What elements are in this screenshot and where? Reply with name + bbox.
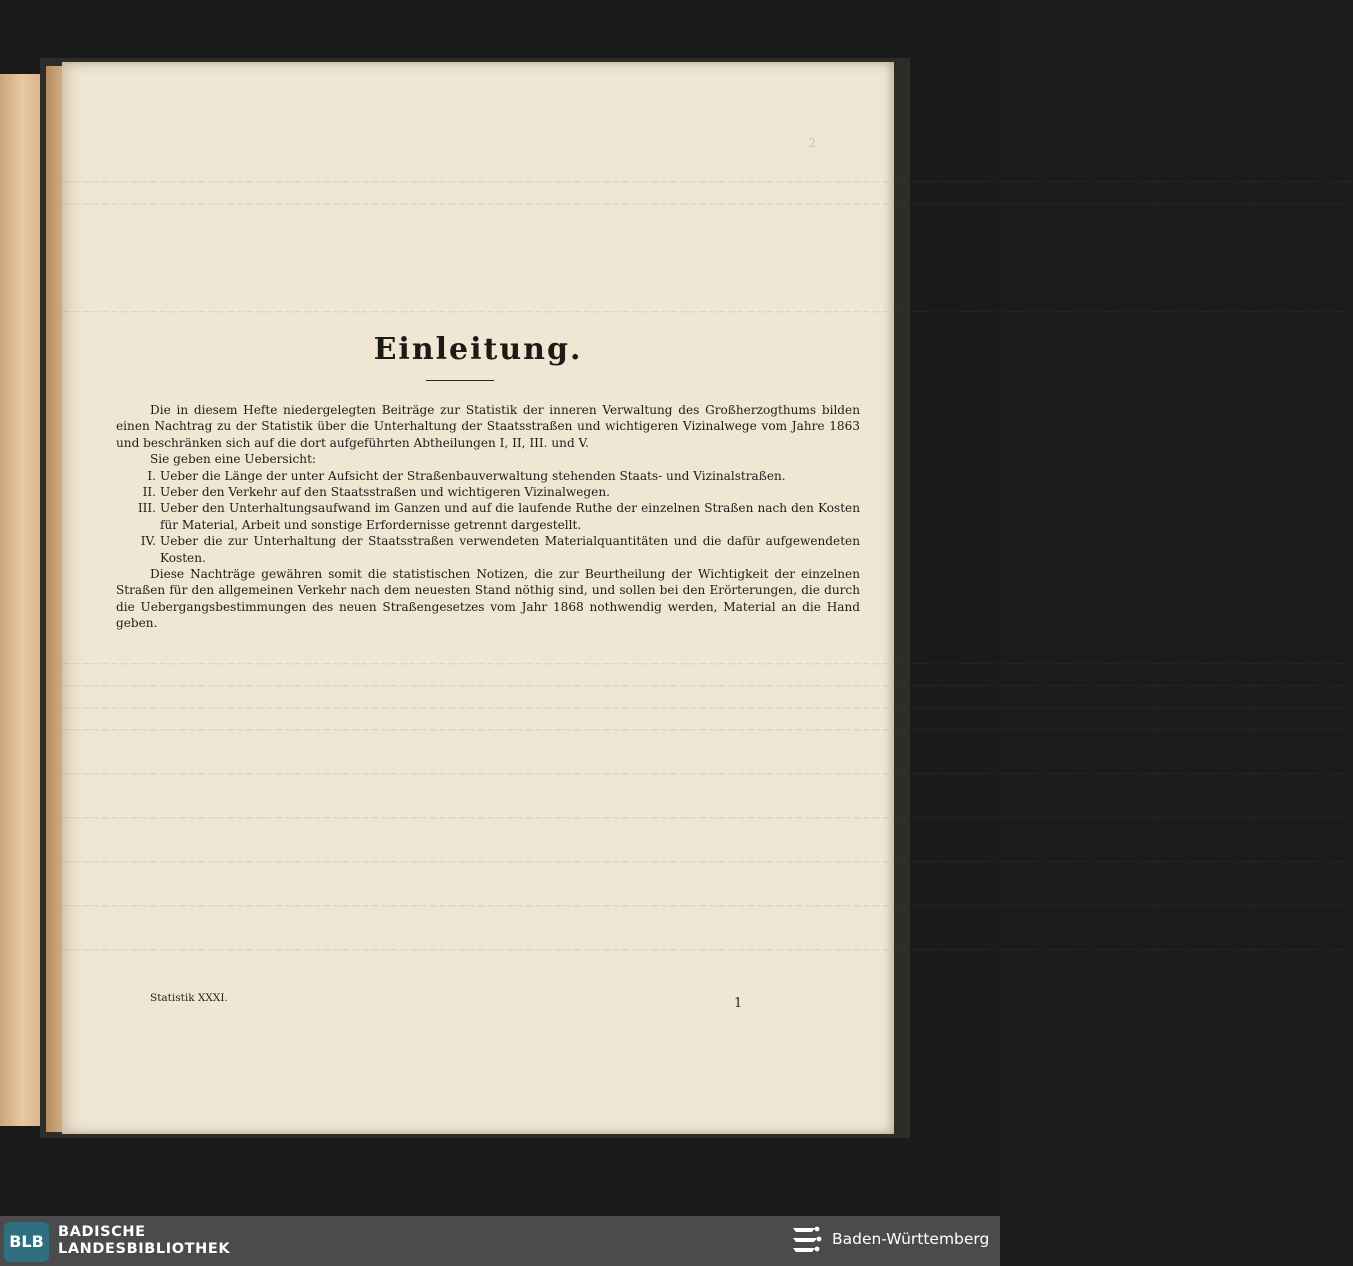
list-item <box>116 484 860 500</box>
viewer-footer-bar <box>0 1216 1000 1266</box>
bleed-through-texture: ~~~~~~~~~~~~~~~~~~~~~~~~~~~~~~~~~~~~~~~~~~~~~~~~~~~~~~~~~~~~~~~~~~~~~~~~~~~~~~~~~~~~~~~~~~~~~~~~~~~~~~~~~~~~~~~~~~~~~~~~~~~~~~~~~~~~~ <box>62 898 1344 912</box>
body-text <box>116 402 860 632</box>
paragraph-conclusion: Diese Nachträge gewähren somit die statistischen Notizen, die zur Beurtheilung der Wichtigkeit der einzelnen Straßen für den allgemeinen Verkehr nach dem neuesten Stand nöthig sind, und sollen bei den Erörterungen, die durch die Uebergangsbestimmungen des neuen Straßengesetzes vom Jahr 1868 nothwendig werden, Material an die Hand geben. <box>116 567 860 631</box>
bleed-through-texture: ~~~~~~~~~~~~~~~~~~~~~~~~~~~~~~~~~~~~~~~~~~~~~~~~~~~~~~~~~~~~~~~~~~~~~~~~~~~~~~~~~~~~~~~~~~~~~~~~~~~~~~~~~~~~~~~~~~~~~~~~~~~~~~~~~~~~~ <box>62 810 1344 824</box>
page-title: Einleitung. <box>373 332 583 367</box>
library-name[interactable] <box>58 1224 230 1258</box>
bleed-through-texture: ~~~~~~~~~~~~~~~~~~~~~~~~~~~~~~~~~~~~~~~~~~~~~~~~~~~~~~~~~~~~~~~~~~~~~~~~~~~~~~~~~~~~~~~~~~~~~~~~~~~~~~~~~~~~~~~~~~~~~~~~~~~~~~~~~~~~~ <box>62 700 1344 714</box>
bleed-through-texture: ~~~~~~~~~~~~~~~~~~~~~~~~~~~~~~~~~~~~~~~~~~~~~~~~~~~~~~~~~~~~~~~~~~~~~~~~~~~~~~~~~~~~~~~~~~~~~~~~~~~~~~~~~~~~~~~~~~~~~~~~~~~~~~~~~~~~~ <box>62 304 1344 318</box>
list-item-text: Ueber die Länge der unter Aufsicht der Straßenbauverwaltung stehenden Staats- und Vizinalstraßen. <box>160 468 786 483</box>
document-page <box>62 62 1353 1134</box>
bleed-through-texture: ~~~~~~~~~~~~~~~~~~~~~~~~~~~~~~~~~~~~~~~~~~~~~~~~~~~~~~~~~~~~~~~~~~~~~~~~~~~~~~~~~~~~~~~~~~~~~~~~~~~~~~~~~~~~~~~~~~~~~~~~~~~~~~~~~~~~~ <box>62 722 1344 736</box>
list-item-number: IV. <box>140 534 156 549</box>
blb-logo[interactable]: BLB <box>4 1222 49 1262</box>
list-item-text: Ueber den Unterhaltungsaufwand im Ganzen und auf die laufende Ruthe der einzelnen Straßen nach den Kosten für Material, Arbeit und sonstige Erfordernisse getrennt dargestellt. <box>160 501 860 532</box>
page-number: 1 <box>734 996 743 1011</box>
state-name[interactable]: Baden-Württemberg <box>832 1230 990 1248</box>
bleed-through-texture: ~~~~~~~~~~~~~~~~~~~~~~~~~~~~~~~~~~~~~~~~~~~~~~~~~~~~~~~~~~~~~~~~~~~~~~~~~~~~~~~~~~~~~~~~~~~~~~~~~~~~~~~~~~~~~~~~~~~~~~~~~~~~~~~~~~~~~ <box>62 854 1344 868</box>
list-item <box>116 468 860 484</box>
bleed-through-texture: ~~~~~~~~~~~~~~~~~~~~~~~~~~~~~~~~~~~~~~~~~~~~~~~~~~~~~~~~~~~~~~~~~~~~~~~~~~~~~~~~~~~~~~~~~~~~~~~~~~~~~~~~~~~~~~~~~~~~~~~~~~~~~~~~~~~~~ <box>62 942 1344 956</box>
list-item-number: I. <box>147 468 156 483</box>
bleed-through-texture: ~~~~~~~~~~~~~~~~~~~~~~~~~~~~~~~~~~~~~~~~~~~~~~~~~~~~~~~~~~~~~~~~~~~~~~~~~~~~~~~~~~~~~~~~~~~~~~~~~~~~~~~~~~~~~~~~~~~~~~~~~~~~~~~~~~~~~~ <box>62 174 1353 188</box>
list-item-text: Ueber die zur Unterhaltung der Staatsstraßen verwendeten Materialquantitäten und die dafür aufgewendeten Kosten. <box>160 534 860 565</box>
bleed-through-texture: ~~~~~~~~~~~~~~~~~~~~~~~~~~~~~~~~~~~~~~~~~~~~~~~~~~~~~~~~~~~~~~~~~~~~~~~~~~~~~~~~~~~~~~~~~~~~~~~~~~~~~~~~~~~~~~~~~~~~~~~~~~~~~~~~~~~~~ <box>62 766 1344 780</box>
list-item <box>116 500 860 533</box>
signature-mark: Statistik XXXI. <box>150 992 228 1004</box>
bleed-through-texture: ~~~~~~~~~~~~~~~~~~~~~~~~~~~~~~~~~~~~~~~~~~~~~~~~~~~~~~~~~~~~~~~~~~~~~~~~~~~~~~~~~~~~~~~~~~~~~~~~~~~~~~~~~~~~~~~~~~~~~~~~~~~~~~~~~~~~~ <box>62 196 1344 210</box>
overview-intro: Sie geben eine Uebersicht: <box>150 452 316 467</box>
library-name-line2: LANDESBIBLIOTHEK <box>58 1241 231 1257</box>
bleed-through-texture: ~~~~~~~~~~~~~~~~~~~~~~~~~~~~~~~~~~~~~~~~~~~~~~~~~~~~~~~~~~~~~~~~~~~~~~~~~~~~~~~~~~~~~~~~~~~~~~~~~~~~~~~~~~~~~~~~~~~~~~~~~~~~~~~~~~~~~ <box>62 678 1344 692</box>
list-item-number: III. <box>137 501 156 516</box>
lions-crest-icon[interactable] <box>790 1222 822 1260</box>
library-name-line1: BADISCHE <box>58 1224 146 1240</box>
bleed-through-mark: 2 <box>808 136 816 150</box>
bleed-through-texture: ~~~~~~~~~~~~~~~~~~~~~~~~~~~~~~~~~~~~~~~~~~~~~~~~~~~~~~~~~~~~~~~~~~~~~~~~~~~~~~~~~~~~~~~~~~~~~~~~~~~~~~~~~~~~~~~~~~~~~~~~~~~~~~~~~~~~~ <box>62 656 1344 670</box>
list-item <box>116 533 860 566</box>
list-item-number: II. <box>142 485 156 500</box>
list-item-text: Ueber den Verkehr auf den Staatsstraßen und wichtigeren Vizinalwegen. <box>160 485 610 500</box>
title-rule <box>426 380 494 381</box>
overview-list <box>116 468 860 566</box>
paragraph-intro: Die in diesem Hefte niedergelegten Beiträge zur Statistik der inneren Verwaltung des Großherzogthums bilden einen Nachtrag zu der Statistik über die Unterhaltung der Staatsstraßen und wichtigeren Vizinalwege vom Jahre 1863 und beschränken sich auf die dort aufgeführten Abtheilungen I, II, III. und V. <box>116 403 860 450</box>
